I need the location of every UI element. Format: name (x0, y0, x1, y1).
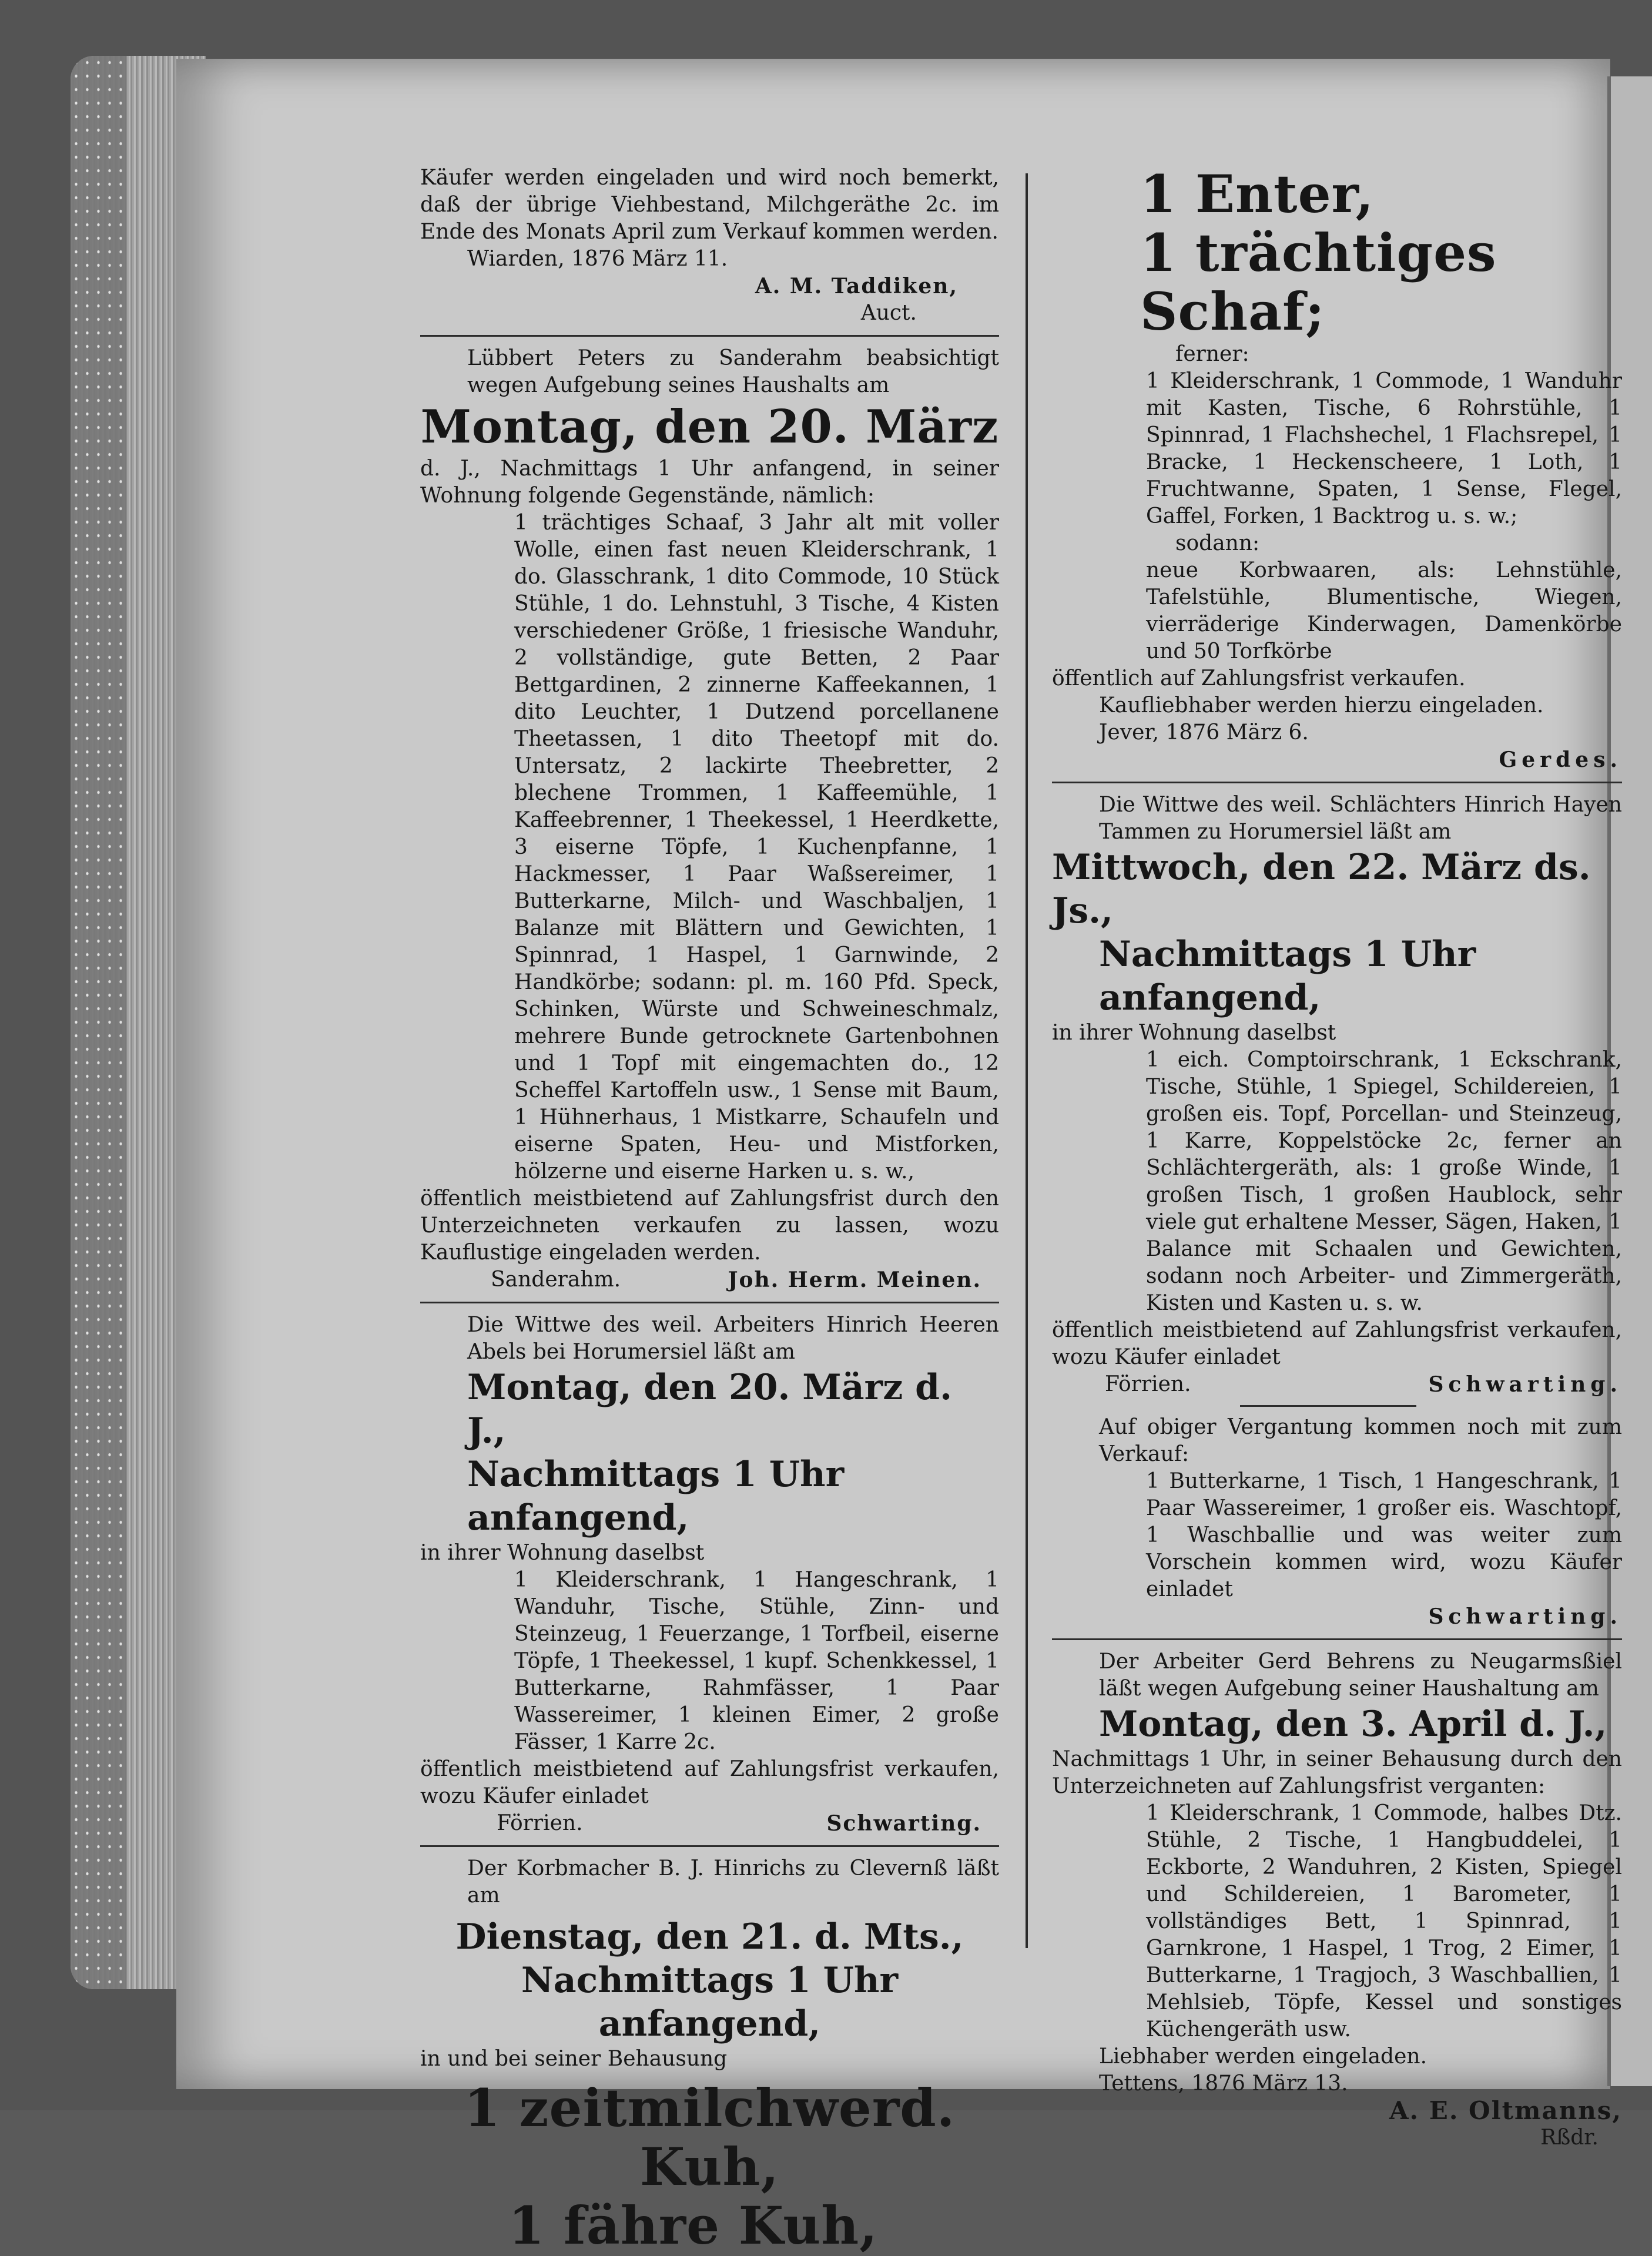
ad-intro: Auf obiger Vergantung kommen noch mit zum Verkauf: (1099, 1415, 1622, 1466)
short-separator (1240, 1405, 1416, 1407)
ad-time-heading: Nachmittags 1 Uhr anfangend, (1099, 934, 1476, 1018)
ad-big-item: 1 fähre Kuh, (508, 2195, 878, 2256)
ad-behrens (1052, 1648, 1622, 2151)
ad-footer (420, 1266, 999, 1293)
left-column (420, 165, 999, 2255)
ad-signature: Joh. Herm. Meinen. (728, 1268, 981, 1292)
ad-date-heading: Montag, den 3. April d. J., (1099, 1704, 1607, 1745)
ad-abels (420, 1312, 999, 1837)
ad-footer (420, 1810, 999, 1837)
ad-time-heading: Nachmittags 1 Uhr anfangend, (467, 1454, 845, 1538)
ad-intro: Die Wittwe des weil. Schlächters Hinrich Hayen Tammen zu Horumersiel läßt am (1099, 793, 1622, 844)
ad-date-heading: Mittwoch, den 22. März ds. Js., (1052, 847, 1591, 931)
ad-big-item: 1 Enter, (1140, 163, 1375, 224)
ad-items: 1 eich. Comptoirschrank, 1 Eckschrank, Tische, Stühle, 1 Spiegel, Schildereien, 1 großen eis. Topf, Porcellan- und Steinzeug, 1 Karre, Koppelstöcke 2c, ferner an Schlächtergeräth, als: 1 große Winde, 1 großen Tisch, 1 großen Haublock, sehr viele gut erhaltene Messer, Sägen, Haken, 1 Balance mit Schaalen und Gewichten, sodann noch Arbeiter- und Zimmergeräth, Kisten und Kasten u. s. w. (1146, 1048, 1622, 1315)
ad-date-heading: Dienstag, den 21. d. Mts., (455, 1916, 964, 1957)
ad-place-date: Tettens, 1876 März 13. (1099, 2071, 1348, 2096)
ad-intro: Lübbert Peters zu Sanderahm beabsichtigt wegen Aufgebung seines Haushalts am (467, 346, 999, 397)
ad-place-date: Jever, 1876 März 6. (1099, 720, 1309, 745)
separator-rule (420, 1845, 999, 1847)
ad-signature-title: Rßdr. (1540, 2126, 1599, 2150)
ad-signature: Gerdes. (1499, 747, 1622, 772)
ad-big-item: 1 zeitmilchwerd. Kuh, (464, 2077, 956, 2197)
ad-time: Nachmittags 1 Uhr, in seiner Behausung durch den Unterzeichneten auf Zahlungsfrist verganten: (1052, 1747, 1622, 1798)
ad-closing: öffentlich meistbietend auf Zahlungsfrist verkaufen, wozu Käufer einladet (1052, 1318, 1622, 1369)
signature-title: Auct. (860, 301, 917, 325)
ad-date-heading: Montag, den 20. März d. J., (467, 1367, 952, 1452)
place-date: Wiarden, 1876 März 11. (467, 247, 728, 271)
ad-hinrichs-continued (1052, 165, 1622, 773)
ad-invite: Liebhaber werden eingeladen. (1099, 2044, 1428, 2069)
ad-items: 1 Kleiderschrank, 1 Commode, 1 Wanduhr mit Kasten, Tische, 6 Rohrstühle, 1 Spinnrad, 1 Flachshechel, 1 Flachsrepel, 1 Bracke, 1 Heckenscheere, 1 Loth, 1 Fruchtwanne, Spaten, 1 Sense, Flegel, Gaffel, Forken, 1 Backtrog u. s. w.; (1146, 369, 1622, 528)
ad-closing: öffentlich meistbietend auf Zahlungsfrist verkaufen, wozu Käufer einladet (420, 1757, 999, 1808)
ad-place: Sanderahm. (491, 1268, 621, 1292)
notice-text: Käufer werden eingeladen und wird noch bemerkt, daß der übrige Viehbestand, Milchgeräthe 2c. im Ende des Monats April zum Verkauf kommen werden. (420, 166, 999, 244)
ad-closing: öffentlich meistbietend auf Zahlungsfrist durch den Unterzeichneten verkaufen zu lassen, wozu Kauflustige eingeladen werden. (420, 1186, 999, 1265)
ad-date-heading: Montag, den 20. März (420, 400, 999, 454)
ad-items: 1 Kleiderschrank, 1 Hangeschrank, 1 Wanduhr, Tische, Stühle, Zinn- und Steinzeug, 1 Feuerzange, 1 Torfbeil, eiserne Töpfe, 1 Theekessel, 1 kupf. Schenkkessel, 1 Butterkarne, Rahmfässer, 1 Paar Wassereimer, 1 kleinen Eimer, 2 große Fässer, 1 Karre 2c. (514, 1568, 999, 1754)
ad-baskets: neue Korbwaaren, als: Lehnstühle, Tafelstühle, Blumentische, Wiegen, vierräderige Kinderwagen, Damenkörbe und 50 Torfkörbe (1146, 558, 1622, 663)
marbled-book-edge (71, 56, 126, 1989)
right-column (1052, 165, 1622, 2151)
column-divider (1026, 173, 1028, 1948)
separator-rule (1052, 782, 1622, 783)
ad-signature: A. E. Oltmanns, (1389, 2096, 1622, 2125)
ad-location: in und bei seiner Behausung (420, 2047, 728, 2071)
ad-tammen (1052, 792, 1622, 1398)
ad-time-heading: Nachmittags 1 Uhr anfangend, (521, 1960, 899, 2044)
ad-time: d. J., Nachmittags 1 Uhr anfangend, in seiner Wohnung folgende Gegenstände, nämlich: (420, 457, 999, 508)
ad-location: in ihrer Wohnung daselbst (1052, 1021, 1336, 1045)
ad-sodann: sodann: (1175, 531, 1260, 555)
ad-location: in ihrer Wohnung daselbst (420, 1541, 705, 1565)
separator-rule (1052, 1638, 1622, 1640)
ad-signature: Schwarting. (1428, 1372, 1622, 1397)
ad-intro: Der Korbmacher B. J. Hinrichs zu Clevernß läßt am (467, 1856, 999, 1908)
ad-intro: Die Wittwe des weil. Arbeiters Hinrich Heeren Abels bei Horumersiel läßt am (467, 1313, 999, 1364)
separator-rule (420, 335, 999, 337)
ad-addendum (1052, 1414, 1622, 1630)
notice-taddiken (420, 165, 999, 327)
ad-place: Förrien. (1105, 1372, 1191, 1396)
ad-invite: Kaufliebhaber werden hierzu eingeladen. (1099, 693, 1544, 718)
ad-hinrichs (420, 1855, 999, 2255)
ad-big-item: 1 trächtiges Schaf; (1140, 222, 1497, 342)
ad-items: 1 trächtiges Schaaf, 3 Jahr alt mit voller Wolle, einen fast neuen Kleiderschrank, 1 do. Glasschrank, 1 dito Commode, 10 Stück Stühle, 1 do. Lehnstuhl, 3 Tische, 4 Kisten verschiedener Größe, 1 friesische Wanduhr, 2 vollständige, gute Betten, 2 Paar Bettgardinen, 2 zinnerne Kaffeekannen, 1 dito Leuchter, 1 Dutzend porcellanene Theetassen, 1 dito Theetopf mit do. Untersatz, 2 lackirte Theebretter, 2 blechene Trommen, 1 Kaffeemühle, 1 Kaffeebrenner, 1 Theekessel, 1 Heerdkette, 3 eiserne Töpfe, 1 Kuchenpfanne, 1 Hackmesser, 1 Paar Waßsereimer, 1 Butterkarne, Milch- und Waschbaljen, 1 Balanze mit Blättern und Gewichten, 1 Spinnrad, 1 Haspel, 1 Garnwinde, 2 Handkörbe; sodann: pl. m. 160 Pfd. Speck, Schinken, Würste und Schweineschmalz, mehrere Bunde getrocknete Gartenbohnen und 1 Topf mit eingemachten do., 12 Scheffel Kartoffeln usw., 1 Sense mit Baum, 1 Hühnerhaus, 1 Mistkarre, Schaufeln und eiserne Spaten, Heu- und Mistforken, hölzerne und eiserne Harken u. s. w., (514, 511, 999, 1184)
ad-signature: Schwarting. (1428, 1604, 1622, 1629)
ad-ferner: ferner: (1175, 342, 1249, 366)
ad-intro: Der Arbeiter Gerd Behrens zu Neugarmsßiel läßt wegen Aufgebung seiner Haushaltung am (1099, 1650, 1622, 1701)
signature: A. M. Taddiken, (755, 274, 958, 299)
ad-peters (420, 345, 999, 1293)
ad-signature: Schwarting. (826, 1811, 981, 1836)
ad-items: 1 Kleiderschrank, 1 Commode, halbes Dtz. Stühle, 2 Tische, 1 Hangbuddelei, 1 Eckborte, 2 Wanduhren, 2 Kisten, Spiegel und Schildereien, 1 Barometer, 1 vollständiges Bett, 1 Spinnrad, 1 Garnkrone, 1 Haspel, 1 Trog, 2 Eimer, 1 Butterkarne, 1 Tragjoch, 3 Waschballien, 1 Mehlsieb, Töpfe, Kessel und sonstiges Küchengeräth usw. (1146, 1801, 1622, 2042)
ad-closing: öffentlich auf Zahlungsfrist verkaufen. (1052, 666, 1466, 690)
ad-items: 1 Butterkarne, 1 Tisch, 1 Hangeschrank, 1 Paar Wassereimer, 1 großer eis. Waschtopf, 1 Waschballie und was weiter zum Vorschein kommen wird, wozu Käufer einladet (1146, 1469, 1622, 1601)
ad-footer (1052, 1371, 1622, 1398)
ad-place: Förrien. (497, 1811, 583, 1835)
separator-rule (420, 1302, 999, 1303)
